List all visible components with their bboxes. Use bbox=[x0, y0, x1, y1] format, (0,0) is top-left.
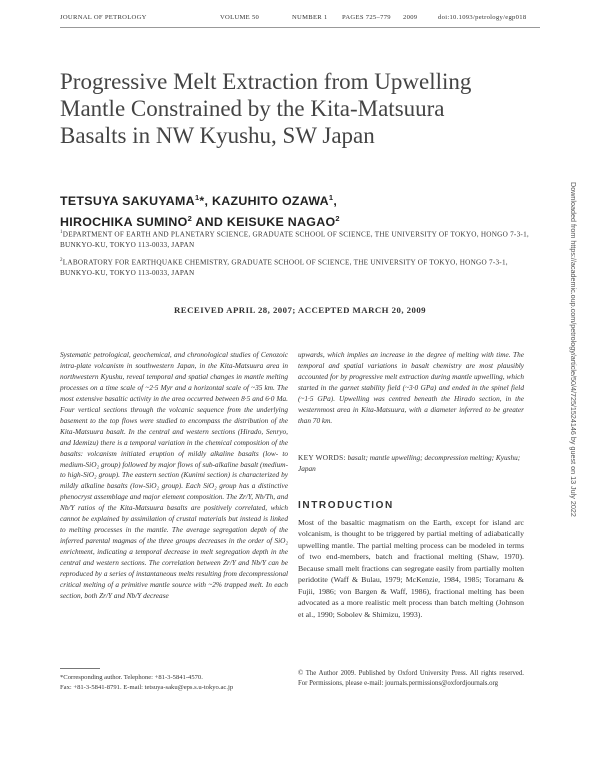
abstract-left-column: Systematic petrological, geochemical, and chronological studies of Cenozoic intra-plate volcanism in southwestern Japan, in the Kita-Matsuura area in northwestern Kyushu, reveal temporal and spatial changes in mantle melting processes on a time scale of ~2·5 Myr and a horizontal scale of ~35 km. The most extensive basaltic activity in the area occurred between 8·5 and 6·0 Ma. Four vertical sections through the volcanic sequence from the underlying basement to the top flows were studied to encompass the distribution of the Kita-Matsuura basalt. In the central and western sections (Hirado, Senryo, and Idemizu) there is a temporal variation in the chemical composition of the basalts: volcanism initiated eruption of mildly alkaline basalts (low- to medium-SiO₂ group) followed by major flows of sub-alkaline basalt (medium- to high-SiO₂ group). The eastern section (Kunimi section) is characterized by mildly alkaline basalts (low-SiO₂ group). Each SiO₂ group has a distinctive phenocryst assemblage and major element composition. The Zr/Y, Nb/Th, and Nb/Y ratios of the Kita-Matsuura basalts are positively correlated, which cannot be explained by assimilation of crustal materials but instead is linked to melting processes in the mantle. The average segregation depth of the inferred parental magmas of the three groups decreases in the order of SiO₂ enrichment, indicating a temporal decrease in melt segregation depth in the central and western sections. The correlation between Zr/Y and Nb/Y can be reproduced by a series of instantaneous melts resulting from decompressional critical melting of a primitive mantle source with ~2% trapped melt. In each section, both Zr/Y and Nb/Y decrease bbox=[60, 350, 288, 600]
affiliation-number: 2 bbox=[60, 258, 63, 263]
volume: VOLUME 50 bbox=[220, 14, 260, 21]
section-heading: INTRODUCTION bbox=[298, 500, 394, 511]
affiliation bbox=[60, 228, 540, 251]
affiliation-marker: 2 bbox=[335, 214, 340, 224]
affiliation-number: 1 bbox=[60, 230, 63, 235]
correspondence-footnote bbox=[60, 673, 290, 693]
affiliation-marker: 1 bbox=[328, 193, 334, 202]
keywords bbox=[298, 452, 524, 474]
header-rule bbox=[60, 27, 540, 28]
issue-number: NUMBER 1 bbox=[292, 14, 328, 21]
keywords-value: basalt; mantle upwelling; decompression melting; Kyushu; Japan bbox=[298, 453, 521, 473]
page-range: PAGES 725–779 bbox=[342, 14, 391, 21]
author-conjunction: AND bbox=[195, 215, 224, 230]
author-name: TETSUYA SAKUYAMA bbox=[60, 194, 195, 209]
journal-name: JOURNAL OF PETROLOGY bbox=[60, 14, 147, 21]
footnote-rule bbox=[60, 668, 100, 669]
affiliation bbox=[60, 256, 540, 279]
author-list: TETSUYA SAKUYAMA$^1$*, KAZUHITO OZAWA$^1$, HIROCHIKA SUMINO$^2$ AND KEISUKE NAGAO$^2$ bbox=[60, 193, 340, 230]
received-dates: RECEIVED APRIL 28, 2007; ACCEPTED MARCH 20, 2009 bbox=[173, 305, 427, 315]
year: 2009 bbox=[403, 14, 418, 21]
keywords-label: KEY WORDS: bbox=[298, 453, 346, 462]
download-watermark bbox=[566, 182, 580, 582]
footnote-line: Fax: +81-3-5841-8791. E-mail: tetsuya-saku@eps.s.u-tokyo.ac.jp bbox=[60, 684, 234, 691]
affiliation-marker: 1 bbox=[194, 193, 200, 202]
affiliation-text: DEPARTMENT OF EARTH AND PLANETARY SCIENCE, GRADUATE SCHOOL OF SCIENCE, THE UNIVERSITY OF TOKYO, HONGO 7-3-1, BUNKYO-KU, TOKYO 113-0033, JAPAN bbox=[60, 230, 529, 249]
author-name: HIROCHIKA SUMINO bbox=[60, 215, 188, 230]
doi: doi:10.1093/petrology/egp018 bbox=[438, 14, 527, 21]
introduction-text: Most of the basaltic magmatism on the Earth, except for island arc volcanism, is thought to be triggered by partial melting of adiabatically upwelling mantle. The partial melting process can be modeled in terms of two end-members, batch and fractional melting (Shaw, 1970). Because small melt fractions can segregate easily from partially molten peridotite (Waff & Bulau, 1979; McKenzie, 1984, 1985; Toramaru & Fujii, 1986; von Bargen & Waff, 1986), fractional melting has been advocated as a more realistic melt process than batch melting (Johnson et al., 1990; Sobolev & Shimizu, 1993). bbox=[298, 518, 524, 619]
author-name: KEISUKE NAGAO bbox=[226, 215, 336, 230]
footnote-line: *Corresponding author. Telephone: +81-3-5841-4570. bbox=[60, 674, 203, 681]
download-note-text: Downloaded from https://academic.oup.com/petrology/article/50/4/725/1524146 by guest on 13 July 2022 bbox=[569, 182, 578, 517]
paper-title: Progressive Melt Extraction from Upwelling Mantle Constrained by the Kita-Matsuura Basalts in NW Kyushu, SW Japan bbox=[60, 69, 472, 148]
author-name: KAZUHITO OZAWA bbox=[212, 194, 329, 209]
copyright-notice: © The Author 2009. Published by Oxford University Press. All rights reserved. For Permissions, please e-mail: journals.permissions@oxfordjournals.org bbox=[298, 670, 524, 688]
corresponding-marker: * bbox=[199, 194, 205, 209]
affiliation-text: LABORATORY FOR EARTHQUAKE CHEMISTRY, GRADUATE SCHOOL OF SCIENCE, THE UNIVERSITY OF TOKYO, HONGO 7-3-1, BUNKYO-KU, TOKYO 113-0033, JAPAN bbox=[60, 258, 508, 277]
affiliation-marker: 2 bbox=[187, 214, 193, 224]
abstract-right-column: upwards, which implies an increase in the degree of melting with time. The temporal and spatial variations in basalt chemistry are most plausibly accounted for by progressive melt extraction during mantle upwelling, which started in the garnet stability field (~3·0 GPa) and ended in the spinel field (~1·5 GPa). Upwelling was centred beneath the Hirado section, in the westernmost area in Kita-Matsuura, with a diameter inferred to be greater than 70 km. bbox=[298, 350, 524, 425]
